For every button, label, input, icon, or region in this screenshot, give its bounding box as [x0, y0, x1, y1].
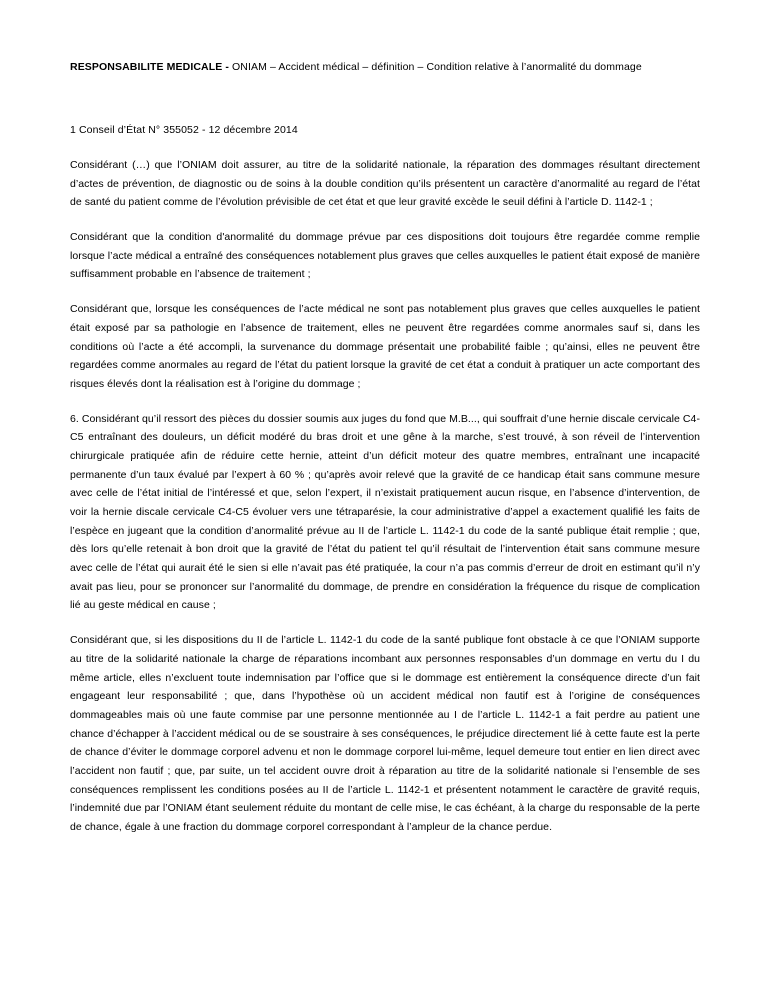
- paragraph: Considérant que la condition d'anormalité du dommage prévue par ces dispositions doit toujours être regardée comme remplie lorsque l’acte médical a entraîné des conséquences notablement plus graves que celles auxquelles le patient était exposé de manière suffisamment probable en l’absence de traitement ;: [70, 231, 700, 281]
- paragraph: Considérant que, lorsque les conséquences de l’acte médical ne sont pas notablement plus graves que celles auxquelles le patient était exposé par sa pathologie en l’absence de traitement, elles ne peuvent être regardées comme anormales sauf si, dans les conditions où l’acte a été accompli, la survenance du dommage présentait une probabilité faible ; qu’ainsi, elles ne peuvent être regardées comme anormales au regard de l’état du patient lorsque la gravité de cet état a conduit à pratiquer un acte comportant des risques élevés dont la réalisation est à l’origine du dommage ;: [70, 303, 700, 390]
- paragraph: 6. Considérant qu’il ressort des pièces du dossier soumis aux juges du fond que M.B..., qui souffrait d’une hernie discale cervicale C4-C5 entraînant des douleurs, un déficit modéré du bras droit et une gêne à la marche, s’est trouvé, à son réveil de l’intervention chirurgicale pratiquée afin de réduire cette hernie, atteint d’un déficit moteur des quatre membres, entraînant une incapacité permanente d’un taux évalué par l’expert à 60 % ; qu’après avoir relevé que la gravité de ce handicap était sans commune mesure avec celle de l’état initial de l’intéressé et que, selon l’expert, il n’existait pratiquement aucun risque, en l’absence d’intervention, de voir la hernie discale cervicale C4-C5 évoluer vers une tétraparésie, la cour administrative d’appel a exactement qualifié les faits de l’espèce en jugeant que la condition d’anormalité prévue au II de l’article L. 1142-1 du code de la santé publique était remplie ; que, dès lors qu’elle retenait à bon droit que la gravité de l’état du patient tel qu’il résultait de l’intervention était sans commune mesure avec celle de l’état qui aurait été le sien si elle n’avait pas été pratiquée, la cour n’a pas commis d’erreur de droit en estimant qu’il n’y avait pas lieu, pour se prononcer sur l’anormalité du dommage, de prendre en considération la fréquence du risque de complication lié au geste médical en cause ;: [70, 412, 700, 612]
- document-header: [70, 60, 700, 76]
- case-reference: 1 Conseil d’État N° 355052 - 12 décembre 2014: [70, 123, 298, 136]
- document-header-subtitle: ONIAM – Accident médical – définition – Condition relative à l’anormalité du dommage: [232, 61, 642, 73]
- document-header-title: RESPONSABILITE MEDICALE -: [70, 61, 232, 73]
- paragraph: Considérant que, si les dispositions du II de l’article L. 1142-1 du code de la santé publique font obstacle à ce que l’ONIAM supporte au titre de la solidarité nationale la charge de réparations incombant aux personnes responsables d’un dommage en vertu du I du même article, elles n’excluent toute indemnisation par l’office que si le dommage est entièrement la conséquence directe d’un fait engageant leur responsabilité ; que, dans l’hypothèse où un accident médical non fautif est à l’origine de conséquences dommageables mais où une faute commise par une personne mentionnée au I de l’article L. 1142-1 a fait perdre au patient une chance d’échapper à l’accident médical ou de se soustraire à ses conséquences, le préjudice directement lié à cette faute est la perte de chance d’éviter le dommage corporel advenu et non le dommage corporel lui-même, lequel demeure tout entier en lien direct avec l’accident non fautif ; que, par suite, un tel accident ouvre droit à réparation au titre de la solidarité nationale si l’ensemble de ses conséquences remplissent les conditions posées au II de l’article L. 1142-1 et présentent notamment le caractère de gravité requis, l’indemnité due par l’ONIAM étant seulement réduite du montant de celle mise, le cas échéant, à la charge du responsable de la perte de chance, égale à une fraction du dommage corporel correspondant à l’ampleur de la chance perdue.: [70, 634, 700, 834]
- paragraph: Considérant (…) que l’ONIAM doit assurer, au titre de la solidarité nationale, la réparation des dommages résultant directement d’actes de prévention, de diagnostic ou de soins à la double condition qu’ils présentent un caractère d’anormalité au regard de l’état de santé du patient comme de l’évolution prévisible de cet état et que leur gravité excède le seuil défini à l’article D. 1142-1 ;: [70, 159, 700, 209]
